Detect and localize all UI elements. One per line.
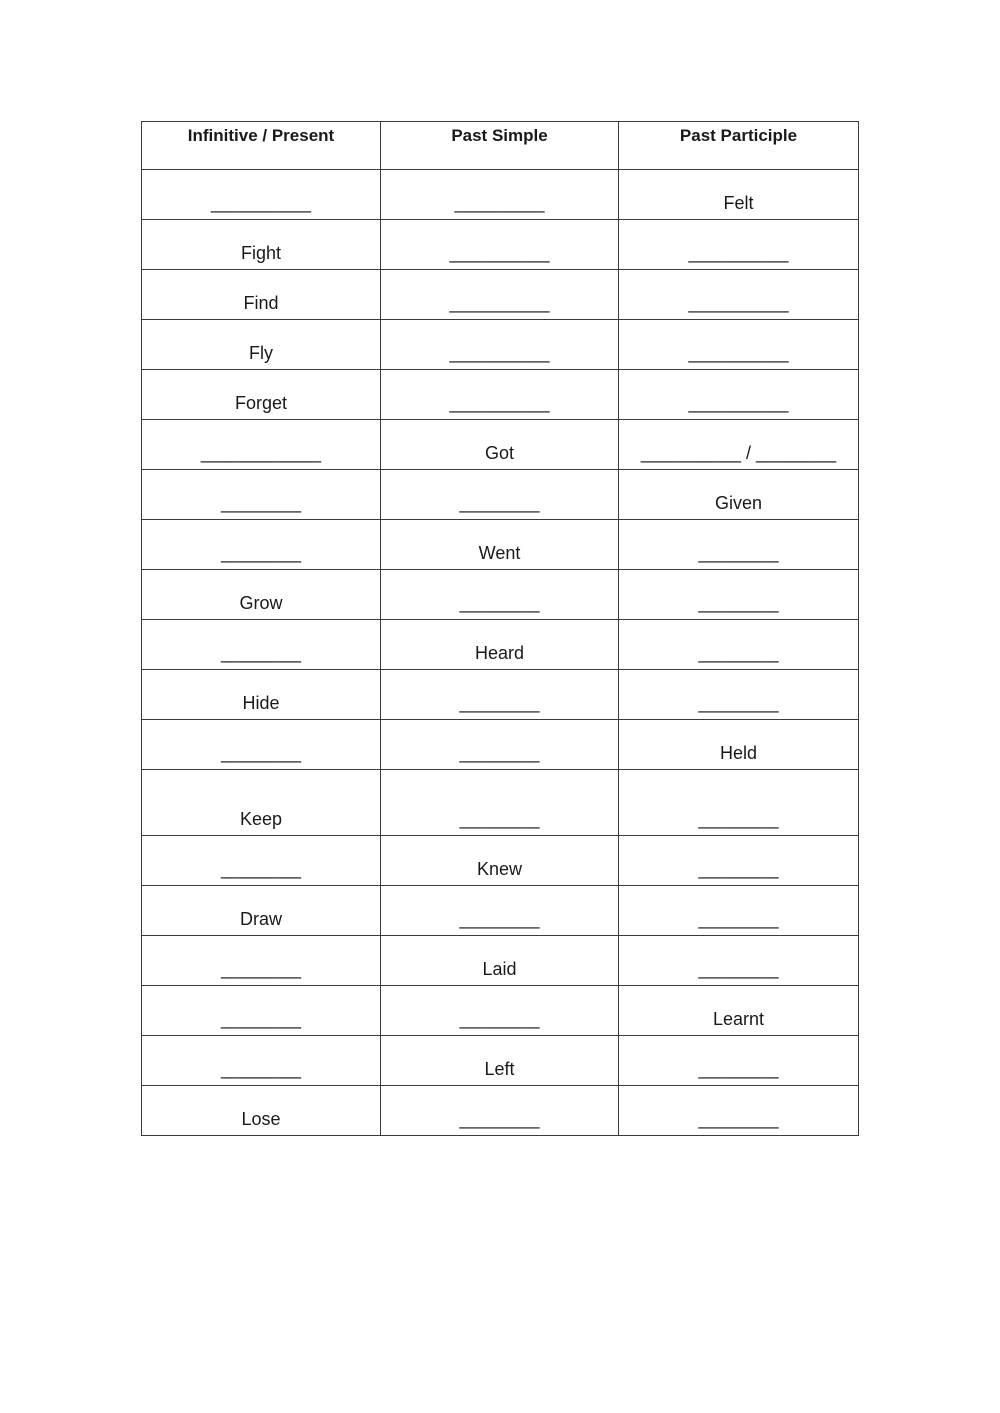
infinitive-cell: Draw bbox=[142, 886, 381, 936]
past-participle-cell: ________ bbox=[619, 670, 859, 720]
infinitive-cell: Lose bbox=[142, 1086, 381, 1136]
table-row bbox=[142, 170, 859, 220]
table-row bbox=[142, 720, 859, 770]
past-participle-cell: __________ bbox=[619, 320, 859, 370]
table-row bbox=[142, 420, 859, 470]
past-simple-cell: Heard bbox=[381, 620, 619, 670]
infinitive-cell: Forget bbox=[142, 370, 381, 420]
table-row bbox=[142, 1086, 859, 1136]
infinitive-cell: __________ bbox=[142, 170, 381, 220]
past-participle-cell: ________ bbox=[619, 886, 859, 936]
past-participle-cell: ________ bbox=[619, 620, 859, 670]
infinitive-cell: Hide bbox=[142, 670, 381, 720]
table-row bbox=[142, 470, 859, 520]
past-simple-cell: __________ bbox=[381, 370, 619, 420]
past-simple-cell: __________ bbox=[381, 220, 619, 270]
past-participle-cell: __________ bbox=[619, 220, 859, 270]
past-participle-cell: __________ bbox=[619, 370, 859, 420]
past-simple-cell: Got bbox=[381, 420, 619, 470]
infinitive-cell: Find bbox=[142, 270, 381, 320]
infinitive-cell: Keep bbox=[142, 770, 381, 836]
table-row bbox=[142, 836, 859, 886]
past-participle-cell: ________ bbox=[619, 1086, 859, 1136]
past-simple-cell: _________ bbox=[381, 170, 619, 220]
table-row bbox=[142, 986, 859, 1036]
infinitive-cell: ________ bbox=[142, 620, 381, 670]
past-participle-cell: Felt bbox=[619, 170, 859, 220]
table-row bbox=[142, 1036, 859, 1086]
past-participle-cell: Given bbox=[619, 470, 859, 520]
table-row bbox=[142, 936, 859, 986]
infinitive-cell: ________ bbox=[142, 1036, 381, 1086]
past-simple-cell: __________ bbox=[381, 270, 619, 320]
past-participle-cell: Held bbox=[619, 720, 859, 770]
past-participle-cell: ________ bbox=[619, 770, 859, 836]
past-simple-cell: ________ bbox=[381, 720, 619, 770]
past-simple-cell: ________ bbox=[381, 470, 619, 520]
past-participle-cell: __________ bbox=[619, 270, 859, 320]
header-infinitive: Infinitive / Present bbox=[142, 122, 381, 170]
table-row bbox=[142, 270, 859, 320]
past-simple-cell: Left bbox=[381, 1036, 619, 1086]
header-past-participle: Past Participle bbox=[619, 122, 859, 170]
infinitive-cell: Fly bbox=[142, 320, 381, 370]
past-simple-cell: Went bbox=[381, 520, 619, 570]
past-simple-cell: ________ bbox=[381, 986, 619, 1036]
table-row bbox=[142, 320, 859, 370]
past-participle-cell: ________ bbox=[619, 570, 859, 620]
past-simple-cell: __________ bbox=[381, 320, 619, 370]
past-participle-cell: ________ bbox=[619, 1036, 859, 1086]
table-row bbox=[142, 770, 859, 836]
header-row bbox=[142, 122, 859, 170]
infinitive-cell: ____________ bbox=[142, 420, 381, 470]
infinitive-cell: Fight bbox=[142, 220, 381, 270]
table-row bbox=[142, 370, 859, 420]
infinitive-cell: ________ bbox=[142, 720, 381, 770]
table-row bbox=[142, 570, 859, 620]
table-row bbox=[142, 220, 859, 270]
past-participle-cell: ________ bbox=[619, 936, 859, 986]
infinitive-cell: ________ bbox=[142, 986, 381, 1036]
past-participle-cell: Learnt bbox=[619, 986, 859, 1036]
past-participle-cell: __________ / ________ bbox=[619, 420, 859, 470]
past-participle-cell: ________ bbox=[619, 836, 859, 886]
past-simple-cell: ________ bbox=[381, 570, 619, 620]
header-past-simple: Past Simple bbox=[381, 122, 619, 170]
table-row bbox=[142, 886, 859, 936]
table-row bbox=[142, 620, 859, 670]
past-simple-cell: ________ bbox=[381, 886, 619, 936]
past-simple-cell: ________ bbox=[381, 670, 619, 720]
table-row bbox=[142, 670, 859, 720]
past-simple-cell: ________ bbox=[381, 770, 619, 836]
table-row bbox=[142, 520, 859, 570]
infinitive-cell: ________ bbox=[142, 520, 381, 570]
past-simple-cell: Knew bbox=[381, 836, 619, 886]
past-simple-cell: Laid bbox=[381, 936, 619, 986]
infinitive-cell: Grow bbox=[142, 570, 381, 620]
verb-table bbox=[141, 121, 859, 1136]
infinitive-cell: ________ bbox=[142, 470, 381, 520]
past-participle-cell: ________ bbox=[619, 520, 859, 570]
infinitive-cell: ________ bbox=[142, 936, 381, 986]
past-simple-cell: ________ bbox=[381, 1086, 619, 1136]
infinitive-cell: ________ bbox=[142, 836, 381, 886]
